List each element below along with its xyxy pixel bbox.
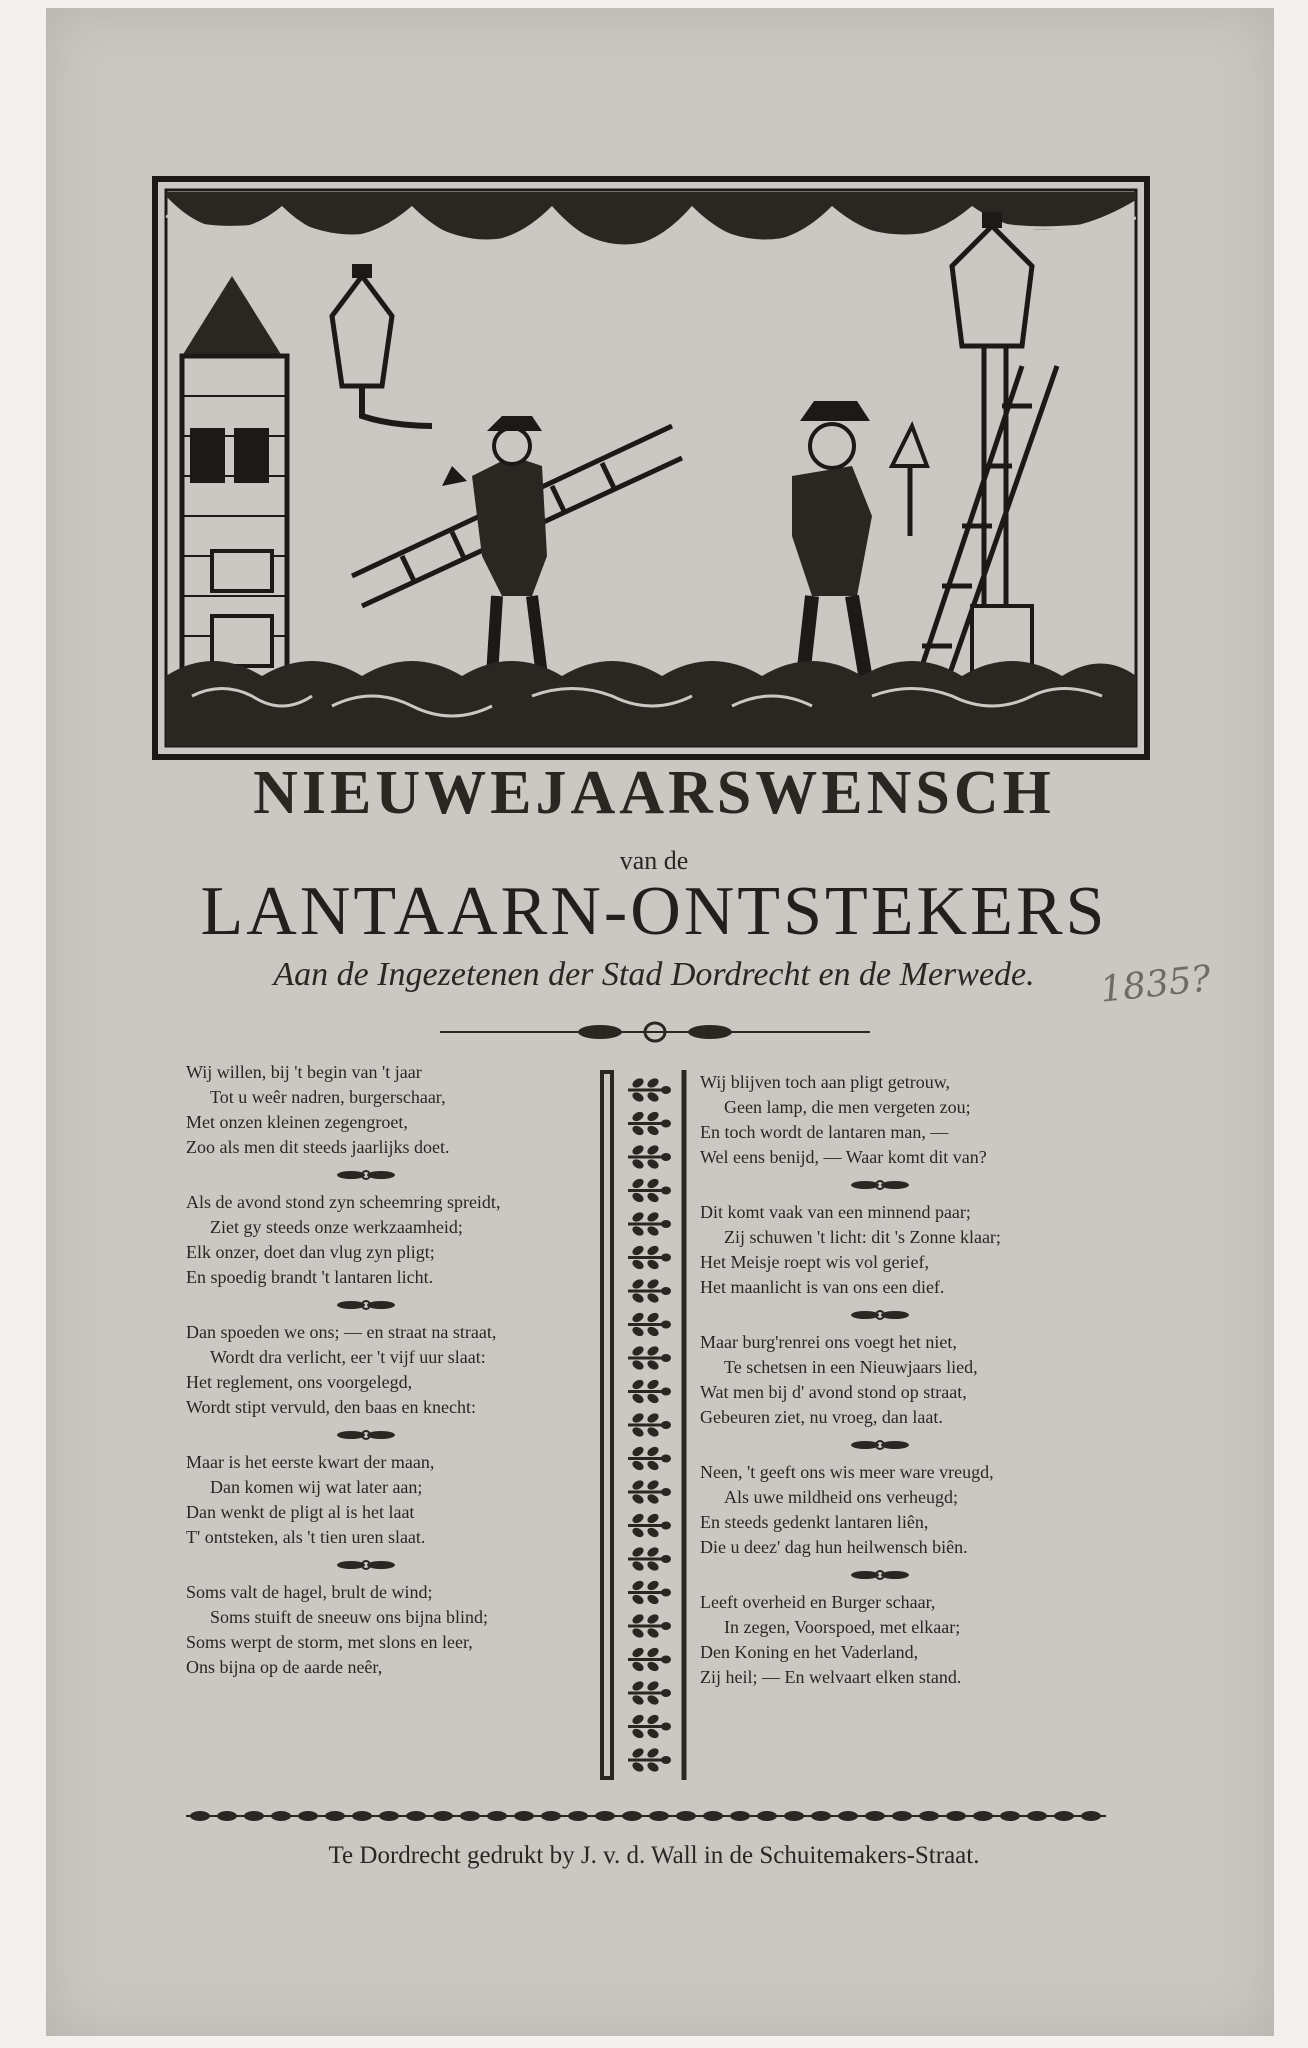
poem-line: Maar is het eerste kwart der maan,	[186, 1452, 435, 1472]
poem-left-column	[186, 1060, 606, 1680]
poem-line: Soms valt de hagel, brult de wind;	[186, 1582, 433, 1602]
leaf-ornament	[628, 1579, 671, 1606]
poem-line: Met onzen kleinen zegengroet,	[186, 1112, 408, 1132]
leaf-ornament	[628, 1278, 671, 1305]
stanza	[186, 1190, 606, 1290]
poem-line: Die u deez' dag hun heilwensch biên.	[700, 1537, 968, 1557]
poem-line: Soms werpt de storm, met slons en leer,	[186, 1632, 473, 1652]
poem-line: Wordt stipt vervuld, den baas en knecht:	[186, 1397, 476, 1417]
poem-line: Neen, 't geeft ons wis meer ware vreugd,	[700, 1462, 994, 1482]
stanza-separator	[700, 1560, 1120, 1590]
leaf-ornament	[628, 1244, 671, 1271]
handwritten-annotation: 1835?	[1098, 958, 1213, 1011]
poem-line: Ons bijna op de aarde neêr,	[186, 1657, 383, 1677]
poem-line: En spoedig brandt 't lantaren licht.	[186, 1267, 434, 1287]
leaf-ornament	[628, 1680, 671, 1707]
stanza-separator	[186, 1550, 606, 1580]
leaf-ornament	[628, 1546, 671, 1573]
poem-line: Wat men bij d' avond stond op straat,	[700, 1382, 967, 1402]
bottom-ornamental-rule	[186, 1806, 1106, 1826]
poem-line: Leeft overheid en Burger schaar,	[700, 1592, 936, 1612]
poem-line: En steeds gedenkt lantaren liên,	[700, 1512, 929, 1532]
stanza	[700, 1200, 1120, 1300]
leaf-ornament	[628, 1412, 671, 1439]
leaf-ornament	[628, 1144, 671, 1171]
poem-line: Wel eens benijd, — Waar komt dit van?	[700, 1147, 987, 1167]
poem-line: Dan wenkt de pligt al is het laat	[186, 1502, 415, 1522]
poem-line: Gebeuren ziet, nu vroeg, dan laat.	[700, 1407, 943, 1427]
stanza	[186, 1580, 606, 1680]
poem-line: Wij willen, bij 't begin van 't jaar	[186, 1062, 422, 1082]
stanza	[700, 1070, 1120, 1170]
leaf-ornament	[628, 1077, 671, 1104]
poem-line: Geen lamp, die men vergeten zou;	[724, 1097, 971, 1117]
poem-line: Elk onzer, doet dan vlug zyn pligt;	[186, 1242, 435, 1262]
leaf-ornament	[628, 1747, 671, 1774]
poem-right-column	[700, 1070, 1120, 1690]
poem-line: Dan komen wij wat later aan;	[210, 1477, 423, 1497]
poem-line: Dan spoeden we ons; — en straat na straat,	[186, 1322, 497, 1342]
poem-line: Ziet gy steeds onze werkzaamheid;	[210, 1217, 463, 1237]
poem-line: Den Koning en het Vaderland,	[700, 1642, 919, 1662]
poem-line: Tot u weêr nadren, burgerschaar,	[210, 1087, 446, 1107]
stanza	[186, 1060, 606, 1160]
subtitle-dedication: Aan de Ingezetenen der Stad Dordrecht en de Merwede.	[273, 956, 1035, 993]
poem-line: Wij blijven toch aan pligt getrouw,	[700, 1072, 951, 1092]
stanza	[700, 1590, 1120, 1690]
printer-imprint: Te Dordrecht gedrukt by J. v. d. Wall in de Schuitemakers-Straat.	[328, 1842, 980, 1869]
poem-line: Het reglement, ons voorgelegd,	[186, 1372, 413, 1392]
stanza-separator	[700, 1300, 1120, 1330]
poem-line: Het Meisje roept wis vol gerief,	[700, 1252, 929, 1272]
leaf-ornament	[628, 1345, 671, 1372]
poem-line: Zij schuwen 't licht: dit 's Zonne klaar;	[724, 1227, 1001, 1247]
poem-line: Dit komt vaak van een minnend paar;	[700, 1202, 971, 1222]
stanza-separator	[186, 1420, 606, 1450]
leaf-ornament	[628, 1311, 671, 1338]
poem-line: Wordt dra verlicht, eer 't vijf uur slaat:	[210, 1347, 486, 1367]
leaf-ornament	[628, 1646, 671, 1673]
leaf-ornament	[628, 1110, 671, 1137]
poem-line: Maar burg'renrei ons voegt het niet,	[700, 1332, 957, 1352]
leaf-ornament	[628, 1479, 671, 1506]
leaf-ornament	[628, 1378, 671, 1405]
stanza-separator	[186, 1290, 606, 1320]
poem-line: Soms stuift de sneeuw ons bijna blind;	[210, 1607, 488, 1627]
title-ornament	[440, 1020, 870, 1044]
poem-line: Als de avond stond zyn scheemring spreidt,	[186, 1192, 501, 1212]
title-van-de: van de	[619, 846, 689, 875]
poem-line: Zij heil; — En welvaart elken stand.	[700, 1667, 962, 1687]
central-column-divider	[598, 1070, 690, 1780]
title-nieuwejaarswensch: NIEUWEJAARSWENSCH	[253, 759, 1055, 827]
stanza	[186, 1320, 606, 1420]
leaf-ornament	[628, 1713, 671, 1740]
poem-line: Het maanlicht is van ons een dief.	[700, 1277, 945, 1297]
leaf-ornament	[628, 1177, 671, 1204]
poem-line: Zoo als men dit steeds jaarlijks doet.	[186, 1137, 450, 1157]
stanza-separator	[700, 1430, 1120, 1460]
poem-line: En toch wordt de lantaren man, —	[700, 1122, 949, 1142]
poem-line: Als uwe mildheid ons verheugd;	[724, 1487, 958, 1507]
stanza	[186, 1450, 606, 1550]
poem-line: Te schetsen in een Nieuwjaars lied,	[724, 1357, 978, 1377]
leaf-ornament	[628, 1613, 671, 1640]
woodcut-illustration	[152, 176, 1150, 760]
title-lantaarn-ontstekers: LANTAARN-ONTSTEKERS	[200, 873, 1108, 950]
leaf-ornament	[628, 1512, 671, 1539]
leaf-ornament	[628, 1211, 671, 1238]
stanza	[700, 1330, 1120, 1430]
stanza-separator	[700, 1170, 1120, 1200]
leaf-ornament	[628, 1445, 671, 1472]
poem-line: T' ontsteken, als 't tien uren slaat.	[186, 1527, 426, 1547]
poem-line: In zegen, Voorspoed, met elkaar;	[724, 1617, 961, 1637]
stanza	[700, 1460, 1120, 1560]
stanza-separator	[186, 1160, 606, 1190]
